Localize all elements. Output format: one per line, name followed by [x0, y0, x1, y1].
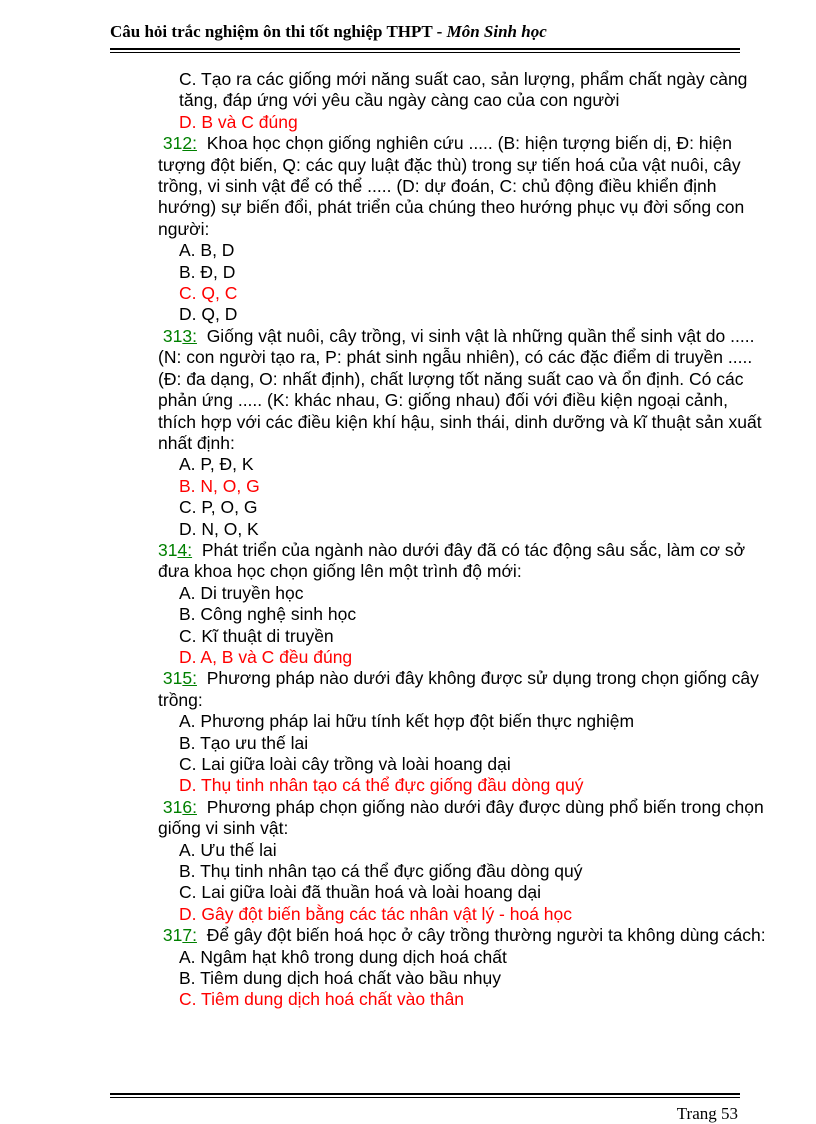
question-number: 313:: [162, 325, 197, 346]
question-315: [158, 668, 768, 711]
header-title: Câu hỏi trắc nghiệm ôn thi tốt nghiệp THPT: [110, 22, 433, 41]
option-b: B. Đ, D: [179, 261, 236, 282]
option-c: C. Lai giữa loài cây trồng và loài hoang dại: [179, 754, 511, 774]
option-d-answer: D. Gây đột biến bằng các tác nhân vật lý - hoá học: [179, 903, 573, 924]
question-316: [158, 797, 768, 840]
page-number: Trang 53: [676, 1104, 738, 1123]
option-d: D. Q, D: [179, 304, 238, 325]
option-c: C. Kĩ thuật di truyền: [179, 625, 334, 646]
option-b: B. Công nghệ sinh học: [179, 604, 357, 625]
option-c: C. P, O, G: [179, 497, 258, 518]
option-b: B. Thụ tinh nhân tạo cá thể đực giống đầu dòng quý: [179, 861, 583, 882]
question-number: 312:: [162, 133, 197, 154]
option-a: A. Di truyền học: [179, 582, 304, 603]
question-text: Để gây đột biến hoá học ở cây trồng thường người ta không dùng cách:: [206, 925, 766, 946]
question-number: 317:: [162, 925, 197, 946]
question-content: [158, 69, 768, 1011]
option-c-answer: C. Q, C: [179, 283, 238, 304]
option-d-answer: D. A, B và C đều đúng: [179, 646, 353, 667]
option-a: A. Ưu thế lai: [179, 839, 277, 860]
page-header: [110, 22, 740, 42]
header-subject: Môn Sinh học: [446, 22, 547, 41]
option-c: C. Lai giữa loài đã thuần hoá và loài hoang dại: [179, 882, 541, 903]
question-text: Phương pháp chọn giống nào dưới đây được dùng phổ biến trong chọn giống vi sinh vật:: [158, 796, 764, 839]
header-rule-thin: [110, 52, 740, 53]
option-a: A. Phương pháp lai hữu tính kết hợp đột biến thực nghiệm: [179, 711, 635, 732]
option-a: A. B, D: [179, 240, 235, 261]
option-d-answer: D. Thụ tinh nhân tạo cá thể đực giống đầu dòng quý: [179, 775, 584, 796]
option-a: A. Ngâm hạt khô trong dung dịch hoá chất: [179, 946, 507, 967]
option-d: D. N, O, K: [179, 518, 259, 539]
header-separator: -: [432, 22, 447, 41]
question-317: [158, 925, 768, 946]
prev-option-d-answer: D. B và C đúng: [179, 111, 298, 132]
option-b-answer: B. N, O, G: [179, 475, 260, 496]
question-text: Giống vật nuôi, cây trồng, vi sinh vật là những quần thể sinh vật do ..... (N: con người tạo ra, P: phát sinh ngẫu nhiên), có các đặc điểm di truyền ..... (Đ: đa dạng, O: nhất định), chất lượng tốt năng suất cao và ổn định. Có các phản ứng ..... (K: khác nhau, G: giống nhau) đối với điều kiện ngoại cảnh, thích hợp với các điều kiện khí hậu, sinh thái, dinh dưỡng và kĩ thuật sản xuất nhất định:: [158, 325, 762, 453]
question-text: Phát triển của ngành nào dưới đây đã có tác động sâu sắc, làm cơ sở đưa khoa học chọn giống lên một trình độ mới:: [158, 539, 746, 582]
option-b: B. Tiêm dung dịch hoá chất vào bầu nhụy: [179, 968, 502, 989]
option-b: B. Tạo ưu thế lai: [179, 732, 309, 753]
footer-rule-thick: [110, 1093, 740, 1095]
question-text: Phương pháp nào dưới đây không được sử dụng trong chọn giống cây trồng:: [158, 668, 759, 710]
question-number: 314:: [158, 539, 193, 560]
question-text: Khoa học chọn giống nghiên cứu ..... (B: hiện tượng biến dị, Đ: hiện tượng đột biến, Q: các quy luật đặc thù) trong sự tiến hoá của vật nuôi, cây trồng, vi sinh vật để có thể ..... (D: dự đoán, C: chủ động điều khiển định hướng) sự biến đổi, phát triển của chúng theo hướng phục vụ đời sống con người:: [158, 133, 745, 239]
prev-option-c: C. Tạo ra các giống mới năng suất cao, sản lượng, phẩm chất ngày càng tăng, đáp ứng với yêu cầu ngày càng cao của con người: [179, 69, 748, 111]
question-313: [158, 326, 768, 454]
option-a: A. P, Đ, K: [179, 454, 254, 475]
question-314: [158, 540, 768, 583]
question-number: 315:: [162, 668, 197, 689]
option-c-answer: C. Tiêm dung dịch hoá chất vào thân: [179, 989, 465, 1010]
question-number: 316:: [162, 796, 197, 817]
question-312: [158, 133, 768, 240]
footer-rule-thin: [110, 1097, 740, 1098]
header-rule-thick: [110, 48, 740, 50]
